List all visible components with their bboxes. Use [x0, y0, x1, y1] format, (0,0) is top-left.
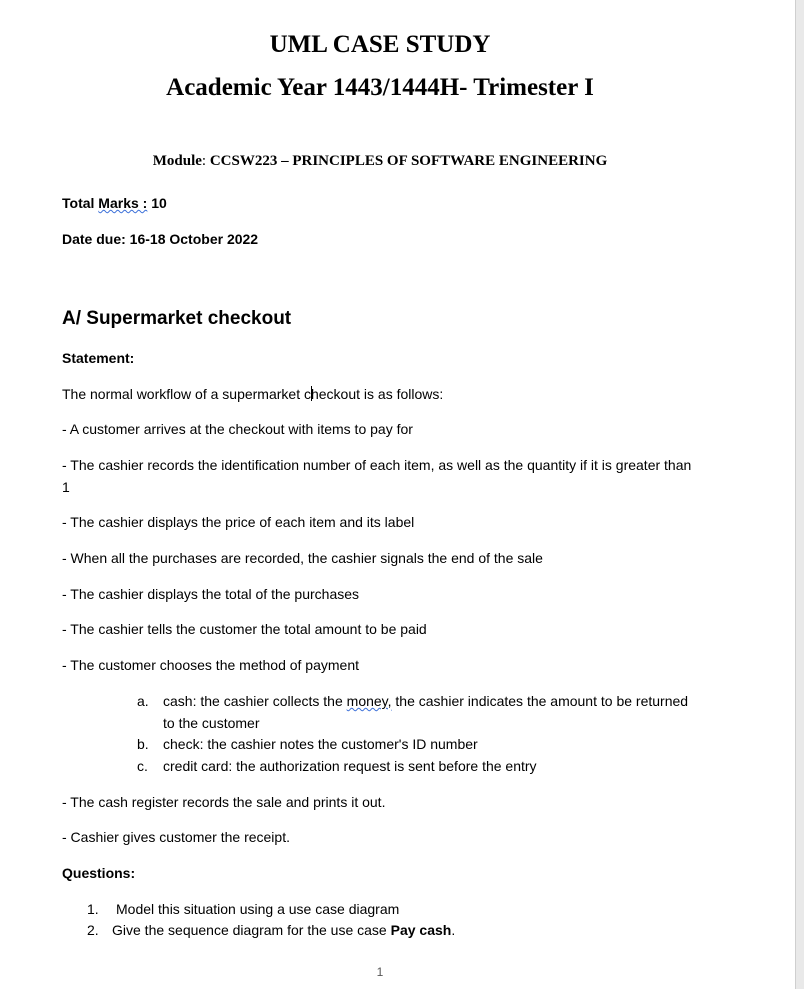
intro-before: The normal workflow of a supermarket c: [62, 386, 311, 402]
step-line: - The cashier displays the total of the purchases: [62, 586, 360, 602]
list-marker: b.: [137, 736, 149, 752]
total-marks-word: Marks :: [98, 195, 148, 211]
question-marker: 2.: [87, 922, 99, 938]
total-marks: [62, 195, 167, 211]
step-line: - A customer arrives at the checkout with items to pay for: [62, 421, 413, 437]
statement-label: Statement:: [62, 350, 135, 366]
closing-step: - Cashier gives customer the receipt.: [62, 829, 290, 845]
total-marks-prefix: Total: [62, 195, 99, 211]
closing-step: - The cash register records the sale and prints it out.: [62, 794, 386, 810]
question-1: Model this situation using a use case diagram: [116, 901, 400, 917]
module-value: CCSW223 – PRINCIPLES OF SOFTWARE ENGINEERING: [209, 153, 608, 169]
module-line: [0, 153, 760, 170]
document-subtitle: Academic Year 1443/1444H- Trimester I: [166, 74, 594, 101]
date-due: Date due: 16-18 October 2022: [62, 231, 259, 247]
list-marker: c.: [137, 758, 148, 774]
payment-method-cash: [163, 693, 688, 709]
module-sep: :: [201, 153, 210, 169]
question-marker: 1.: [87, 901, 99, 917]
step-line: - The cashier tells the customer the total amount to be paid: [62, 621, 427, 637]
document-title: UML CASE STUDY: [269, 31, 491, 58]
payment-method-cash-continuation: to the customer: [163, 715, 260, 731]
page-edge: [795, 0, 804, 989]
step-line: - The customer chooses the method of payment: [62, 657, 360, 673]
cash-text-after: the cashier indicates the amount to be returned: [391, 693, 689, 709]
question-2-text: Give the sequence diagram for the use case: [112, 922, 391, 938]
payment-method-credit-card: credit card: the authorization request is sent before the entry: [163, 758, 537, 774]
step-line: - The cashier displays the price of each item and its label: [62, 514, 415, 530]
intro-after: heckout is as follows:: [310, 386, 444, 402]
step-line-wrap: 1: [62, 479, 70, 495]
module-label: Module: [152, 153, 202, 169]
question-2-tail: .: [451, 922, 456, 938]
question-2-bold: Pay cash: [390, 922, 452, 938]
list-marker: a.: [137, 693, 149, 709]
step-line: - The cashier records the identification number of each item, as well as the quantity if it is greater than: [62, 457, 692, 473]
questions-label: Questions:: [62, 865, 136, 881]
step-line: - When all the purchases are recorded, the cashier signals the end of the sale: [62, 550, 543, 566]
question-2: [112, 922, 455, 938]
cash-text-before: cash: the cashier collects the: [163, 693, 347, 709]
payment-method-check: check: the cashier notes the customer's ID number: [163, 736, 478, 752]
section-heading: A/ Supermarket checkout: [62, 308, 292, 329]
intro-paragraph[interactable]: [62, 386, 443, 402]
page-number: 1: [376, 965, 384, 979]
total-marks-value: 10: [147, 195, 167, 211]
cash-text-underlined: money,: [346, 693, 392, 709]
